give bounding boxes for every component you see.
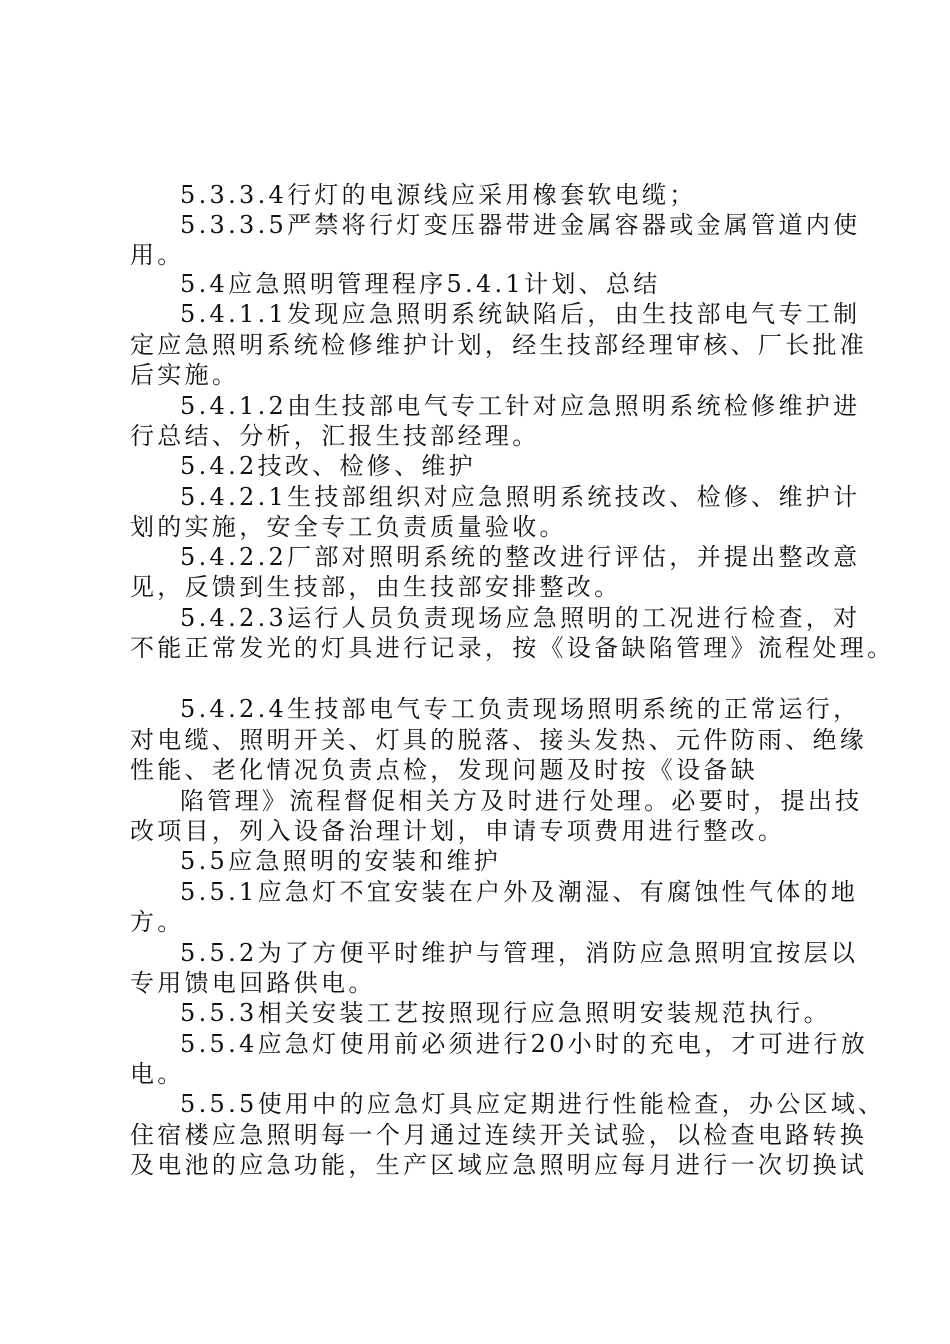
text-line: 及电池的应急功能，生产区域应急照明应每月进行一次切换试: [130, 1151, 868, 1179]
text-line: 见，反馈到生技部，由生技部安排整改。: [130, 573, 622, 601]
text-line: 不能正常发光的灯具进行记录，按《设备缺陷管理》流程处理。: [130, 634, 895, 662]
text-line: 方。: [130, 908, 185, 936]
text-line: 5.5应急照明的安装和维护: [180, 847, 502, 875]
text-line: 5.5.1应急灯不宜安装在户外及潮湿、有腐蚀性气体的地: [180, 878, 859, 906]
text-line: 用。: [130, 241, 185, 269]
text-line: 5.5.3相关安装工艺按照现行应急照明安装规范执行。: [180, 999, 831, 1027]
text-line: 5.4应急照明管理程序5.4.1计划、总结: [180, 270, 661, 298]
text-line: 专用馈电回路供电。: [130, 969, 376, 997]
text-line: 5.5.4应急灯使用前必须进行20小时的充电，才可进行放: [180, 1030, 869, 1058]
text-line: 住宿楼应急照明每一个月通过连续开关试验，以检查电路转换: [130, 1121, 868, 1149]
text-line: 5.5.5使用中的应急灯具应定期进行性能检查，办公区域、: [180, 1090, 886, 1118]
text-line: 5.3.3.5严禁将行灯变压器带进金属容器或金属管道内使: [180, 211, 861, 239]
text-line: 5.4.2.3运行人员负责现场应急照明的工况进行检查，对: [180, 604, 861, 632]
text-line: 5.4.2技改、检修、维护: [180, 452, 476, 480]
text-line: 改项目，列入设备治理计划，申请专项费用进行整改。: [130, 817, 786, 845]
text-line: 陷管理》流程督促相关方及时进行处理。必要时，提出技: [180, 787, 863, 815]
text-line: 5.4.2.4生技部电气专工负责现场照明系统的正常运行，: [180, 695, 861, 723]
text-line: 5.4.2.2厂部对照明系统的整改进行评估，并提出整改意: [180, 543, 861, 571]
text-line: 性能、老化情况负责点检，发现问题及时按《设备缺: [130, 756, 758, 784]
text-line: 行总结、分析，汇报生技部经理。: [130, 422, 540, 450]
text-line: 对电缆、照明开关、灯具的脱落、接头发热、元件防雨、绝缘: [130, 726, 868, 754]
text-line: 后实施。: [130, 361, 240, 389]
text-line: 定应急照明系统检修维护计划，经生技部经理审核、厂长批准: [130, 331, 868, 359]
text-line: 5.4.2.1生技部组织对应急照明系统技改、检修、维护计: [180, 483, 861, 511]
text-line: 划的实施，安全专工负责质量验收。: [130, 513, 567, 541]
text-line: 5.4.1.1发现应急照明系统缺陷后，由生技部电气专工制: [180, 300, 861, 328]
text-line: 5.5.2为了方便平时维护与管理，消防应急照明宜按层以: [180, 939, 859, 967]
text-line: 电。: [130, 1060, 185, 1088]
text-line: 5.3.3.4行灯的电源线应采用橡套软电缆；: [180, 181, 697, 209]
text-line: 5.4.1.2由生技部电气专工针对应急照明系统检修维护进: [180, 392, 861, 420]
